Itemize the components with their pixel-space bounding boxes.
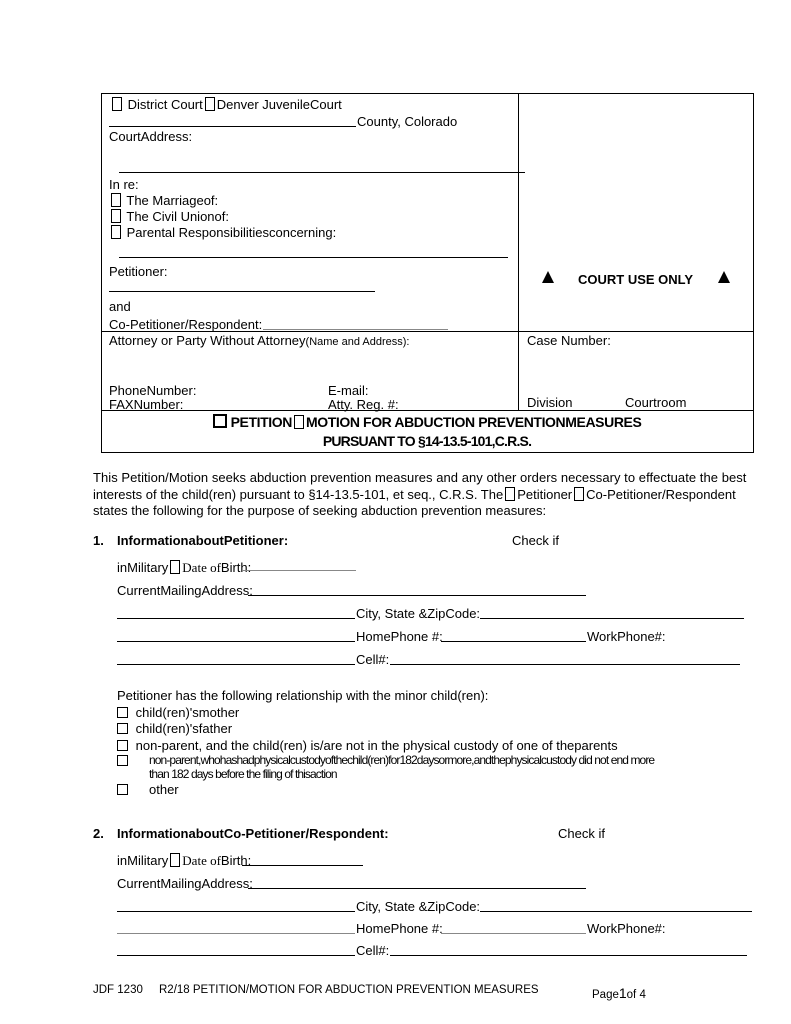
document-title	[101, 414, 753, 430]
section1-military-row	[117, 560, 251, 576]
atty-reg-label: Atty. Reg. #:	[328, 397, 399, 412]
relationship-option-1	[117, 705, 239, 720]
county-label: County, Colorado	[357, 114, 458, 129]
marriage-checkbox[interactable]	[111, 193, 121, 207]
attorney-label-sub: (Name and Address):	[305, 336, 410, 348]
document-title-line2: PURSUANT TO §14-13.5-101,C.R.S.	[322, 433, 532, 449]
section1-cell-label: Cell#:	[356, 652, 390, 667]
petitioner-label: Petitioner:	[109, 264, 168, 279]
petitioner-field[interactable]	[109, 291, 375, 292]
section1-city-field[interactable]	[480, 618, 744, 619]
intro-copetitioner-label: Co-Petitioner/Respondent	[586, 487, 736, 502]
relationship-label-1: child(ren)'smother	[135, 705, 240, 720]
relationship-option-2	[117, 721, 232, 736]
marriage-option	[109, 193, 218, 208]
co-petitioner-field[interactable]	[263, 329, 448, 330]
civil-union-label: The Civil Unionof:	[126, 209, 229, 224]
phone-label: PhoneNumber:	[109, 383, 197, 398]
case-number-label: Case Number:	[527, 333, 611, 348]
section1-mailing-field[interactable]	[248, 595, 586, 596]
section2-in-military: inMilitary	[117, 853, 169, 868]
relationship-label-2: child(ren)'sfather	[135, 721, 233, 736]
section2-home-phone-label: HomePhone #:	[356, 921, 443, 936]
caption-divider	[518, 93, 519, 411]
section2-military-checkbox[interactable]	[170, 853, 180, 867]
section1-dob-field[interactable]	[242, 570, 356, 571]
relationship-label-4a: non-parent,whohashadphysicalcustodyofthechild(ren)for182daysormore,andthephysicalcustody did not end more	[149, 753, 655, 767]
section2-dob-field[interactable]	[242, 865, 363, 866]
section1-mailing-label: CurrentMailingAddress:	[117, 583, 253, 598]
section2-city-label: City, State &ZipCode:	[356, 899, 481, 914]
petition-checkbox[interactable]	[213, 414, 227, 428]
relationship-checkbox-5[interactable]	[117, 784, 128, 795]
section2-mailing-field[interactable]	[248, 888, 586, 889]
marriage-label: The Marriageof:	[126, 193, 219, 208]
relationship-checkbox-1[interactable]	[117, 707, 128, 718]
section1-check-if: Check if	[512, 533, 559, 548]
section2-cell-blank[interactable]	[117, 955, 355, 956]
section2-city-field[interactable]	[480, 911, 752, 912]
section1-date-of: Date of	[182, 560, 221, 575]
section1-in-military: inMilitary	[117, 560, 169, 575]
intro-line-1: This Petition/Motion seeks abduction prevention measures and any other orders necessary to effectuate the best	[93, 470, 747, 485]
in-re-names-field[interactable]	[119, 257, 508, 258]
court-line	[110, 97, 342, 112]
relationship-option-5	[117, 782, 132, 797]
motion-checkbox[interactable]	[294, 415, 304, 429]
court-use-only: COURT USE ONLY	[578, 272, 694, 287]
title-rest: MOTION FOR ABDUCTION PREVENTIONMEASURES	[305, 414, 642, 430]
relationship-checkbox-4[interactable]	[117, 755, 128, 766]
section1-birth: Birth:	[220, 560, 252, 575]
footer-page-suffix: of 4	[626, 989, 646, 1001]
relationship-option-4	[117, 753, 132, 768]
court-address-label: CourtAddress:	[109, 129, 193, 144]
section2-birth: Birth:	[220, 853, 252, 868]
civil-union-checkbox[interactable]	[111, 209, 121, 223]
in-re-label: In re:	[109, 177, 139, 192]
footer-form-title: R2/18 PETITION/MOTION FOR ABDUCTION PREVENTION MEASURES	[159, 984, 539, 996]
intro-line-2a: interests of the child(ren) pursuant to §14-13.5-101, et seq., C.R.S. The	[93, 487, 504, 502]
relationship-label-5: other	[149, 782, 179, 797]
section2-work-phone-label: WorkPhone#:	[587, 921, 666, 936]
parental-resp-checkbox[interactable]	[111, 225, 121, 239]
title-petition: PETITION	[230, 414, 292, 430]
courtroom-label: Courtroom	[625, 395, 687, 410]
section2-number: 2.	[93, 826, 104, 841]
relationship-option-3	[117, 738, 618, 753]
section1-home-phone-field[interactable]	[441, 641, 586, 642]
section2-address2-field[interactable]	[117, 911, 355, 912]
section2-home-phone-field[interactable]	[441, 933, 586, 934]
email-label: E-mail:	[328, 383, 369, 398]
intro-petitioner-label: Petitioner	[517, 487, 573, 502]
section1-military-checkbox[interactable]	[170, 560, 180, 574]
relationship-intro: Petitioner has the following relationship with the minor child(ren):	[117, 688, 489, 703]
footer-page-num: 1	[618, 985, 627, 1001]
relationship-checkbox-3[interactable]	[117, 740, 128, 751]
section2-cell-field[interactable]	[390, 955, 747, 956]
triangle-left-icon	[542, 271, 554, 283]
section2-cell-label: Cell#:	[356, 943, 390, 958]
section1-cell-blank[interactable]	[117, 664, 355, 665]
section1-cell-field[interactable]	[390, 664, 740, 665]
caption-row-line-2	[101, 410, 753, 411]
section2-title: InformationaboutCo-Petitioner/Respondent:	[117, 826, 389, 841]
parental-resp-option	[109, 225, 336, 240]
relationship-label-4b: than 182 days before the filing of thisaction	[149, 767, 337, 781]
section1-number: 1.	[93, 533, 104, 548]
section1-home-phone-label: HomePhone #:	[356, 629, 443, 644]
footer-form-id: JDF 1230	[93, 984, 143, 996]
section2-military-row	[117, 853, 251, 869]
co-petitioner-label: Co-Petitioner/Respondent:	[109, 317, 263, 332]
fax-label: FAXNumber:	[109, 397, 184, 412]
division-label: Division	[527, 395, 573, 410]
civil-union-option	[109, 209, 229, 224]
section2-home-blank[interactable]	[117, 933, 355, 934]
denver-juvenile-checkbox[interactable]	[205, 97, 215, 111]
footer-page-prefix: Page	[592, 989, 619, 1001]
parental-resp-label: Parental Responsibilitiesconcerning:	[126, 225, 337, 240]
denver-juvenile-label: Denver JuvenileCourt	[216, 97, 342, 112]
intro-petitioner-checkbox[interactable]	[505, 487, 515, 501]
court-address-field[interactable]	[119, 172, 525, 173]
intro-line-2	[93, 487, 736, 502]
section1-home-blank[interactable]	[117, 641, 355, 642]
intro-copetitioner-checkbox[interactable]	[574, 487, 584, 501]
section1-work-phone-label: WorkPhone#:	[587, 629, 666, 644]
section2-date-of: Date of	[182, 853, 221, 868]
relationship-checkbox-2[interactable]	[117, 723, 128, 734]
and-label: and	[109, 299, 131, 314]
county-field[interactable]	[109, 126, 356, 127]
footer-page-number	[592, 985, 646, 1001]
district-court-label: District Court	[127, 97, 203, 112]
section2-mailing-label: CurrentMailingAddress:	[117, 876, 253, 891]
section1-title: InformationaboutPetitioner:	[117, 533, 289, 548]
relationship-label-3: non-parent, and the child(ren) is/are not in the physical custody of one of theparents	[135, 738, 618, 753]
attorney-label-main: Attorney or Party Without Attorney	[109, 333, 306, 348]
attorney-label	[109, 333, 409, 348]
intro-line-3: states the following for the purpose of seeking abduction prevention measures:	[93, 503, 547, 518]
section1-address2-field[interactable]	[117, 618, 355, 619]
district-court-checkbox[interactable]	[112, 97, 122, 111]
section1-city-label: City, State &ZipCode:	[356, 606, 481, 621]
section2-check-if: Check if	[558, 826, 605, 841]
triangle-right-icon	[718, 271, 730, 283]
